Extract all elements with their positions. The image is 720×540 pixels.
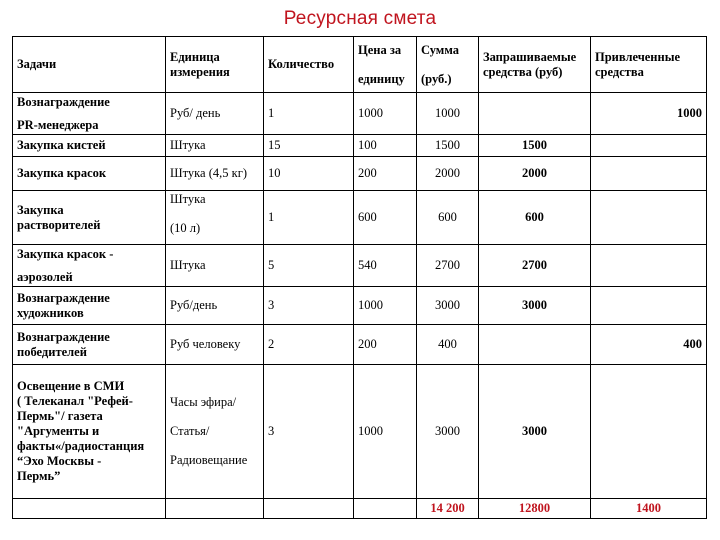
task-cell: Закупка красок - аэрозолей bbox=[13, 245, 166, 287]
unit-cell: Штука (4,5 кг) bbox=[166, 157, 264, 191]
requested-cell: 2700 bbox=[479, 245, 591, 287]
requested-cell: 3000 bbox=[479, 365, 591, 499]
sum-cell: 2000 bbox=[417, 157, 479, 191]
header-task: Задачи bbox=[13, 37, 166, 93]
requested-cell bbox=[479, 325, 591, 365]
attracted-cell bbox=[591, 245, 707, 287]
qty-cell: 10 bbox=[264, 157, 354, 191]
empty-cell bbox=[354, 499, 417, 519]
sum-cell: 2700 bbox=[417, 245, 479, 287]
table-row bbox=[13, 325, 707, 365]
task-cell: Закупка красок bbox=[13, 157, 166, 191]
table-row bbox=[13, 135, 707, 157]
header-quantity: Количество bbox=[264, 37, 354, 93]
unit-cell: Руб/ день bbox=[166, 93, 264, 135]
empty-cell bbox=[166, 499, 264, 519]
price-cell: 1000 bbox=[354, 365, 417, 499]
total-requested: 12800 bbox=[479, 499, 591, 519]
header-unit: Единица измерения bbox=[166, 37, 264, 93]
sum-cell: 3000 bbox=[417, 365, 479, 499]
header-sum: Сумма (руб.) bbox=[417, 37, 479, 93]
price-cell: 1000 bbox=[354, 93, 417, 135]
price-cell: 540 bbox=[354, 245, 417, 287]
table-row bbox=[13, 157, 707, 191]
attracted-cell bbox=[591, 287, 707, 325]
resource-estimate-table bbox=[12, 36, 707, 519]
price-cell: 1000 bbox=[354, 287, 417, 325]
sum-cell: 3000 bbox=[417, 287, 479, 325]
table-row bbox=[13, 365, 707, 499]
empty-cell bbox=[13, 499, 166, 519]
task-cell: Вознаграждение PR-менеджера bbox=[13, 93, 166, 135]
price-cell: 200 bbox=[354, 157, 417, 191]
sum-cell: 1000 bbox=[417, 93, 479, 135]
task-cell: Вознаграждение художников bbox=[13, 287, 166, 325]
table-row bbox=[13, 191, 707, 245]
sum-cell: 400 bbox=[417, 325, 479, 365]
unit-cell: Штука bbox=[166, 135, 264, 157]
header-attracted: Привлеченные средства bbox=[591, 37, 707, 93]
price-cell: 600 bbox=[354, 191, 417, 245]
qty-cell: 2 bbox=[264, 325, 354, 365]
unit-cell: Руб человеку bbox=[166, 325, 264, 365]
qty-cell: 1 bbox=[264, 93, 354, 135]
page-title: Ресурсная смета bbox=[283, 8, 437, 29]
task-cell: Вознаграждение победителей bbox=[13, 325, 166, 365]
totals-row bbox=[13, 499, 707, 519]
total-sum: 14 200 bbox=[417, 499, 479, 519]
qty-cell: 1 bbox=[264, 191, 354, 245]
unit-cell: Штука bbox=[166, 245, 264, 287]
unit-cell: Штука (10 л) bbox=[166, 191, 264, 245]
attracted-cell bbox=[591, 135, 707, 157]
table-row bbox=[13, 93, 707, 135]
price-cell: 100 bbox=[354, 135, 417, 157]
attracted-cell bbox=[591, 365, 707, 499]
attracted-cell bbox=[591, 191, 707, 245]
requested-cell: 1500 bbox=[479, 135, 591, 157]
table-row bbox=[13, 287, 707, 325]
header-row bbox=[13, 37, 707, 93]
requested-cell: 600 bbox=[479, 191, 591, 245]
qty-cell: 15 bbox=[264, 135, 354, 157]
total-attracted: 1400 bbox=[591, 499, 707, 519]
header-requested: Запрашиваемые средства (руб) bbox=[479, 37, 591, 93]
unit-cell: Руб/день bbox=[166, 287, 264, 325]
sum-cell: 1500 bbox=[417, 135, 479, 157]
requested-cell: 2000 bbox=[479, 157, 591, 191]
empty-cell bbox=[264, 499, 354, 519]
task-cell: Закупка кистей bbox=[13, 135, 166, 157]
qty-cell: 3 bbox=[264, 287, 354, 325]
unit-cell: Часы эфира/ Статья/ Радиовещание bbox=[166, 365, 264, 499]
sum-cell: 600 bbox=[417, 191, 479, 245]
requested-cell bbox=[479, 93, 591, 135]
task-cell: Закупка растворителей bbox=[13, 191, 166, 245]
attracted-cell: 400 bbox=[591, 325, 707, 365]
qty-cell: 3 bbox=[264, 365, 354, 499]
requested-cell: 3000 bbox=[479, 287, 591, 325]
table-row bbox=[13, 245, 707, 287]
task-cell: Освещение в СМИ ( Телеканал "Рефей- Пермь"/ газета "Аргументы и факты«/радиостанция “Эхо Москвы - Пермь” bbox=[13, 365, 166, 499]
attracted-cell: 1000 bbox=[591, 93, 707, 135]
qty-cell: 5 bbox=[264, 245, 354, 287]
attracted-cell bbox=[591, 157, 707, 191]
header-price: Цена за единицу bbox=[354, 37, 417, 93]
price-cell: 200 bbox=[354, 325, 417, 365]
